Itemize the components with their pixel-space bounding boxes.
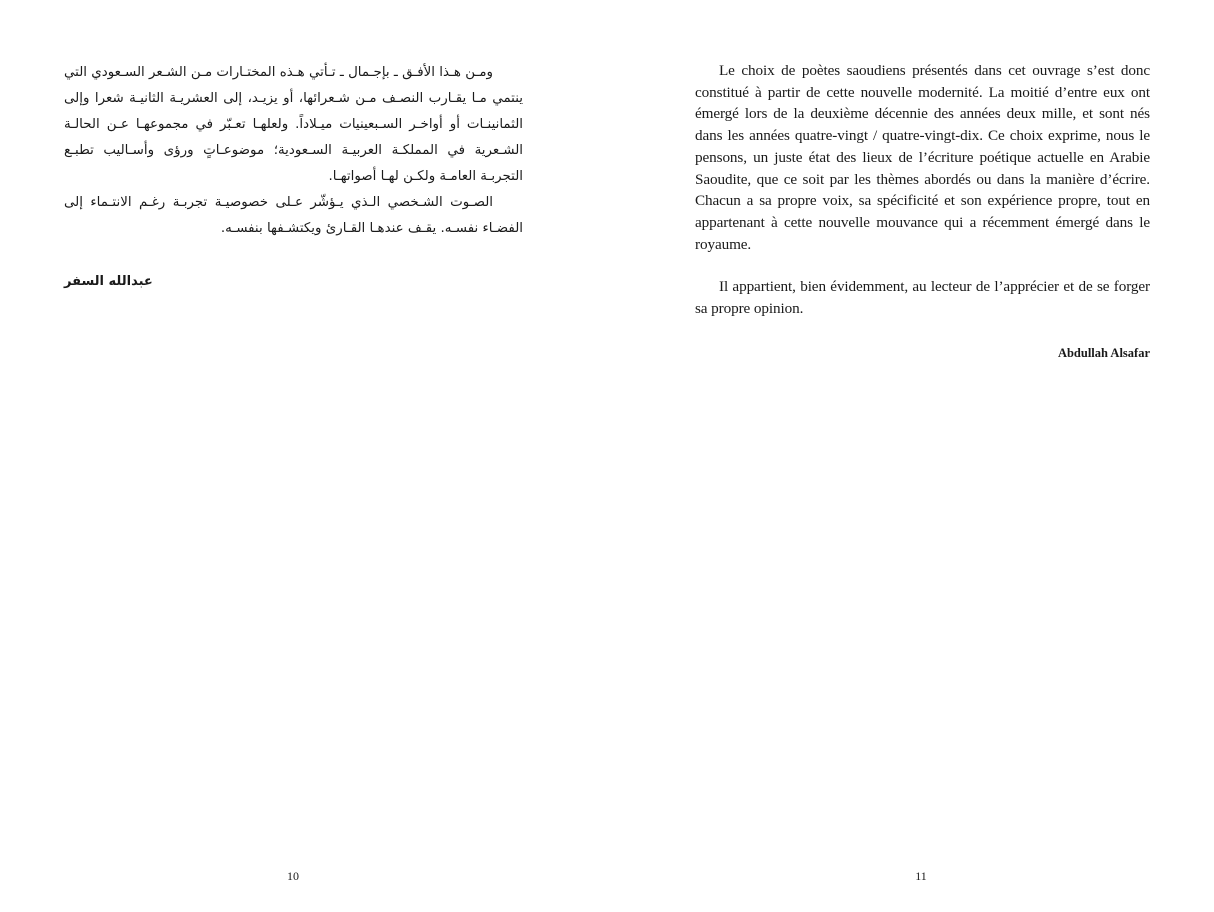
french-paragraph-2 [695, 276, 1150, 319]
arabic-paragraph-1 [64, 60, 523, 190]
french-signature: Abdullah Alsafar [1057, 346, 1150, 360]
arabic-paragraph-2-text: الصـوت الشـخصي الـذي يـؤشّر عـلى خصوصيـة تجربـة رغـم الانتـماء إلى الفضـاء نفسـه. يقـف عندهـا القـارئ ويكتشـفها بنفسـه. [64, 195, 523, 236]
french-paragraph-1 [695, 60, 1150, 255]
arabic-paragraph-2 [64, 190, 523, 242]
arabic-signature-text: عبدالله السفر [64, 274, 153, 289]
page-number-left: 10 [287, 869, 299, 883]
page-number-right: 11 [915, 869, 927, 883]
arabic-signature [64, 270, 264, 294]
right-page [607, 0, 1214, 912]
french-paragraph-1-text: Le choix de poètes saoudiens présentés dans cet ouvrage s’est donc constitué à partir de cette nouvelle modernité. La moitié d’entre eux ont émergé lors de la deuxième décennie des années deux mille, et sont nés dans les années quatre-vingt / quatre-vingt-dix. Ce choix exprime, nous le pensons, un juste état des lieux de l’écriture poétique actuelle en Arabie Saoudite, que ce soit par les thèmes abordés ou dans la manière d’écrire. Chacun a sa propre voix, sa spécificité et son expérience propre, tout en appartenant à cette nouvelle mouvance qui a récemment émergé dans le royaume. [695, 62, 1150, 253]
french-paragraph-2-text: Il appartient, bien évidemment, au lecteur de l’apprécier et de se forger sa propre opinion. [695, 278, 1150, 317]
arabic-paragraph-1-text: ومـن هـذا الأفـق ـ بإجـمال ـ تـأتي هـذه المختـارات مـن الشـعر السـعودي التي ينتمي مـا يقـارب النصـف مـن شـعرائها، أو يزيـد، إلى العشريـة الثانيـة شعرا وإلى الثمانينـات أو أواخـر السـبعينيات ميـلاداً. ولعلهـا تعـبّر في مجموعهـا عـن الحالـة الشـعرية في المملكـة العربيـة السـعودية؛ موضوعـاتٍ ورؤى وأسـاليب تطبـع التجربـة العامـة ولكـن لهـا أصواتهـا. [64, 65, 523, 184]
